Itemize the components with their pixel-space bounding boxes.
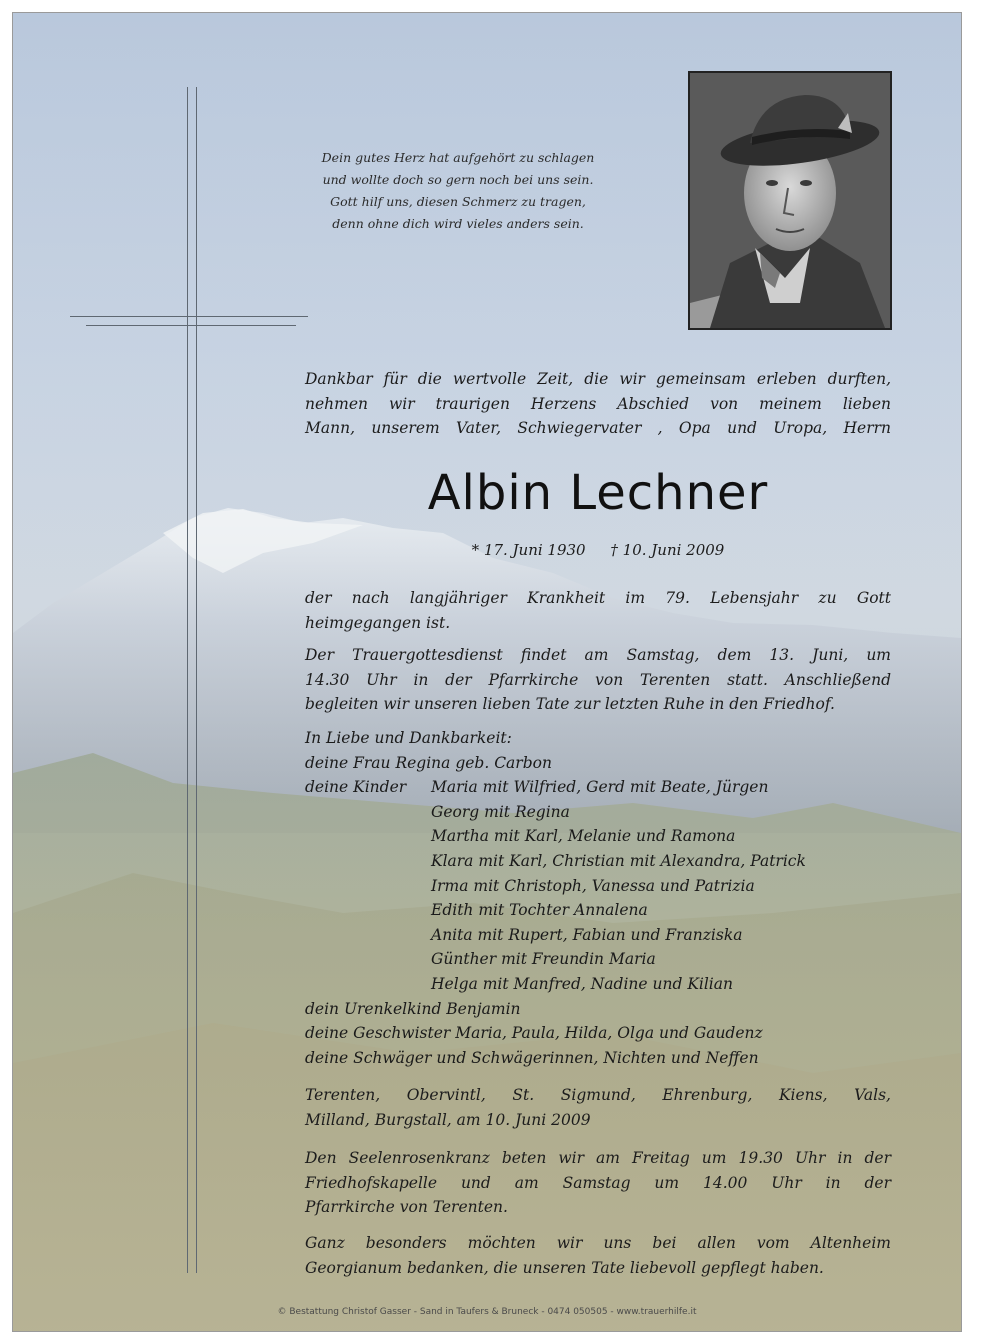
family-siblings: deine Geschwister Maria, Paula, Hilda, Olga und Gaudenz [305,1024,763,1043]
child-entry: Klara mit Karl, Christian mit Alexandra, Patrick [431,851,806,870]
rosary-line: Friedhofskapelle und am Samstag um 14.00 Uhr in der [305,1173,891,1192]
rosary-line: Den Seelenrosenkranz beten wir am Freitag um 19.30 Uhr in der [305,1149,891,1167]
portrait-photo [688,71,892,330]
cross-horizontal-line-top [70,316,308,317]
cross-vertical-line-right [196,87,197,1273]
deceased-name: Albin Lechner [427,465,769,521]
rosary-paragraph [305,1146,891,1220]
poem-line: denn ohne dich wird vieles anders sein. [332,216,584,231]
child-entry: Helga mit Manfred, Nadine und Kilian [431,974,733,993]
service-line: Der Trauergottesdienst findet am Samstag, dem 13. Juni, um [305,646,891,664]
rosary-line: Pfarrkirche von Terenten. [305,1198,508,1216]
child-entry: Edith mit Tochter Annalena [431,901,648,920]
cross-horizontal-line-bottom [86,325,296,326]
service-line: begleiten wir unseren lieben Tate zur letzten Ruhe in den Friedhof. [305,695,835,713]
children-label: deine Kinder [305,778,407,797]
poem-line: Gott hilf uns, diesen Schmerz zu tragen, [330,194,586,209]
places-paragraph [305,1083,891,1132]
places-line: Terenten, Obervintl, St. Sigmund, Ehrenburg, Kiens, Vals, [305,1086,891,1104]
funeral-home-footer: © Bestattung Christof Gasser - Sand in Taufers & Bruneck - 0474 050505 - www.trauerhilfe.it [277,1307,697,1317]
child-entry: Martha mit Karl, Melanie und Ramona [431,827,736,846]
poem-line: und wollte doch so gern noch bei uns sein. [322,172,594,187]
places-line: Milland, Burgstall, am 10. Juni 2009 [305,1110,591,1129]
death-date: † 10. Juni 2009 [610,541,725,559]
thanks-line: Ganz besonders möchten wir uns bei allen vom Altenheim [305,1234,891,1252]
family-list [305,726,891,1070]
child-entry: Günther mit Freundin Maria [431,950,656,969]
thanks-line: Georgianum bedanken, die unseren Tate liebevoll gepflegt haben. [305,1258,824,1277]
intro-paragraph [305,367,891,441]
child-entry: Anita mit Rupert, Fabian und Franziska [431,925,743,944]
memorial-poem [313,147,603,235]
cross-vertical-line-left [187,87,188,1273]
illness-line: heimgegangen ist. [305,613,451,632]
service-line: 14.30 Uhr in der Pfarrkirche von Terenten statt. Anschließend [305,670,891,689]
life-dates [305,541,891,559]
intro-line: Dankbar für die wertvolle Zeit, die wir gemeinsam erleben durften, [305,370,891,388]
intro-line: Mann, unserem Vater, Schwiegervater , Opa und Uropa, Herrn [305,419,891,437]
obituary-card [12,12,962,1332]
family-heading: In Liebe und Dankbarkeit: [305,729,512,747]
birth-date: * 17. Juni 1930 [471,541,586,559]
child-entry: Irma mit Christoph, Vanessa und Patrizia [431,876,755,895]
child-entry: Maria mit Wilfried, Gerd mit Beate, Jürgen [431,778,769,797]
family-wife: deine Frau Regina geb. Carbon [305,753,552,772]
family-children-row [305,775,891,800]
family-great-grandchild: dein Urenkelkind Benjamin [305,999,521,1018]
poem-line: Dein gutes Herz hat aufgehört zu schlagen [321,150,595,165]
thanks-paragraph [305,1231,891,1280]
illness-paragraph [305,586,891,635]
family-in-laws: deine Schwäger und Schwägerinnen, Nichten und Neffen [305,1048,759,1067]
illness-line: der nach langjähriger Krankheit im 79. Lebensjahr zu Gott [305,589,891,607]
portrait-illustration [690,73,890,328]
intro-line: nehmen wir traurigen Herzens Abschied von meinem lieben [305,394,891,413]
child-entry: Georg mit Regina [431,802,570,821]
service-paragraph [305,643,891,717]
